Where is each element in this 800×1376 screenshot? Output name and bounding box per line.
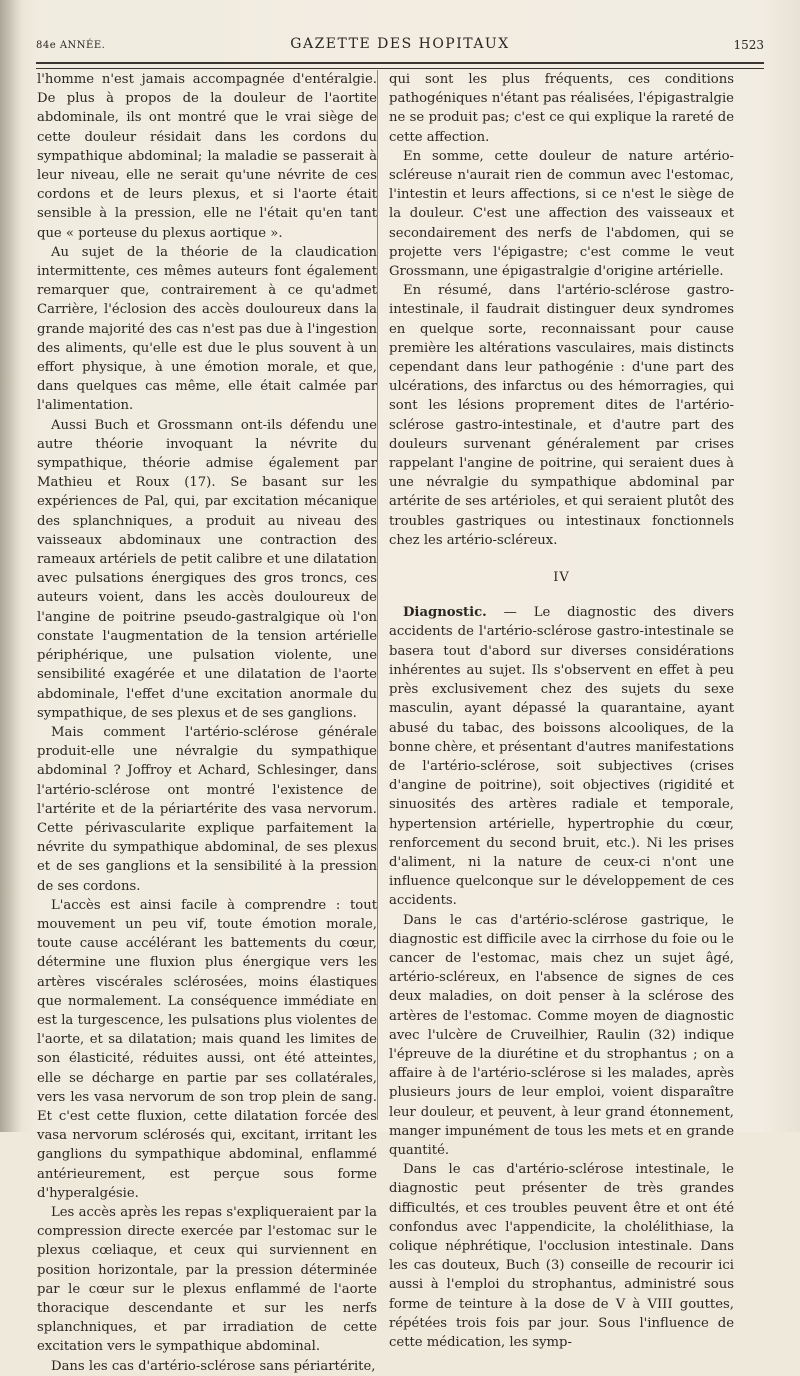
paragraph: Les accès après les repas s'expliqueraient par la compression directe exercée par l'estomac sur le plexus cœliaque, et ceux qui surviennent en position horizontale, par la pression déterminée par le cœur sur le plexus enflammé de l'aorte thoracique descendante et sur les nerfs splanchniques, et par irradiation de cette excitation vers le sympathique abdominal. [37, 1204, 377, 1355]
paragraph: L'accès est ainsi facile à comprendre : tout mouvement un peu vif, toute émotion morale, toute cause accélérant les battements du cœur, détermine une fluxion plus énergique vers les artères viscérales sclérosées, moins élastiques que normalement. La conséquence immédiate en est la turgescence, les pulsations plus violentes de l'aorte, et sa dilatation; mais quand les limites de son élasticité, réduites aussi, ont été atteintes, elle se décharge en partie par ses collatérales, vers les vasa nervorum de son trop plein de sang. Et c'est cette fluxion, cette dilatation forcée des vasa nervorum sclérosés qui, excitant, irritant les ganglions du sympathique abdominal, enflammé antérieurement, est perçue sous forme d'hyperalgésie. [37, 897, 377, 1201]
paragraph: Dans le cas d'artério-sclérose gastrique, le diagnostic est difficile avec la cirrhose du foie ou le cancer de l'estomac, mais chez un sujet âgé, artério-scléreux, en l'absence de signes de ces deux maladies, on doit penser à la sclérose des artères de l'estomac. Comme moyen de diagnostic avec l'ulcère de Cruveilhier, Raulin (32) indique l'épreuve de la diurétine et du strophantus ; on a affaire à de l'artério-sclérose si les malades, après plusieurs jours de leur emploi, voient disparaître leur douleur, et peuvent, à leur grand étonnement, manger impunément de tous les mets et en grande quantité. [389, 912, 734, 1158]
right-column [389, 70, 734, 1352]
diagnostic-lead: Diagnostic. [403, 605, 487, 621]
page-header [36, 36, 764, 56]
paragraph: Dans les cas d'artério-sclérose sans périartérite, [51, 1358, 376, 1374]
paragraph [389, 603, 734, 910]
issue-label: 84e ANNÉE. [36, 40, 106, 51]
binding-shadow [0, 0, 22, 1132]
column-divider [377, 70, 378, 1120]
paragraph: En résumé, dans l'artério-sclérose gastro-intestinale, il faudrait distinguer deux syndromes en quelque sorte, reconnaissant pour cause première les altérations vasculaires, mais distincts cependant dans leur pathogénie : d'une part des ulcérations, des infarctus ou des hémorragies, qui sont les lésions proprement dites de l'artério-sclérose gastro-intestinale, et d'autre part des douleurs survenant généralement par crises rappelant l'angine de poitrine, qui seraient dues à une névralgie du sympathique abdominal par artérite de ses artérioles, et qui seraient plutôt des troubles gastriques ou intestinaux fonctionnels chez les artério-scléreux. [389, 283, 734, 548]
journal-title: GAZETTE DES HOPITAUX [290, 36, 510, 52]
paragraph: l'homme n'est jamais accompagnée d'entéralgie. De plus à propos de la douleur de l'aortite abdominale, ils ont montré que le vrai siège de cette douleur résidait dans les cordons du sympathique abdominal; la maladie se passerait à leur niveau, elle ne serait qu'une névrite de ces cordons et de leurs plexus, et si l'aorte était sensible à la pression, elle ne l'était qu'en tant que « porteuse du plexus aortique ». [37, 72, 377, 241]
paragraph: Au sujet de la théorie de la claudication intermittente, ces mêmes auteurs font également remarquer que, contrairement à ce qu'admet Carrière, l'éclosion des accès douloureux dans la grande majorité des cas n'est pas due à l'ingestion des aliments, qu'elle est due le plus souvent à un effort physique, à une émotion morale, et que, dans quelques cas même, elle était calmée par l'alimentation. [37, 244, 377, 414]
left-column [37, 70, 377, 1376]
paragraph: qui sont les plus fréquents, ces conditions pathogéniques n'étant pas réalisées, l'épigastralgie ne se produit pas; c'est ce qui explique la rareté de cette affection. [389, 72, 734, 145]
paragraph: Mais comment l'artério-sclérose générale produit-elle une névralgie du sympathique abdominal ? Joffroy et Achard, Schlesinger, dans l'artério-sclérose ont montré l'existence de l'artérite et de la périartérite des vasa nervorum. Cette périvascularite explique parfaitement la névrite du sympathique abdominal, de ses plexus et de ses ganglions et la sensibilité à la pression de ses cordons. [37, 724, 377, 894]
paragraph-text: — Le diagnostic des divers accidents de l'artério-sclérose gastro-intestinale se basera tout d'abord sur diverses considérations inhérentes au sujet. Ils s'observent en effet à peu près exclusivement chez des sujets du sexe masculin, ayant dépassé la quarantaine, ayant abusé du tabac, des boissons alcooliques, de la bonne chère, et présentant d'autres manifestations de l'artério-sclérose, soit subjectives (crises d'angine de poitrine), soit objectives (rigidité et sinuosités des artères radiale et temporale, hypertension artérielle, hypertrophie du cœur, renforcement du second bruit, etc.). Ni les prises d'aliment, ni la nature de ceux-ci n'ont une influence quelconque sur le développement de ces accidents. [389, 605, 734, 909]
section-heading: IV [553, 570, 570, 586]
paragraph: Aussi Buch et Grossmann ont-ils défendu une autre théorie invoquant la névrite du sympathique, théorie admise également par Mathieu et Roux (17). Se basant sur les expériences de Pal, qui, par excitation mécanique des splanchniques, a produit au niveau des vaisseaux abdominaux une contraction des rameaux artériels de petit calibre et une dilatation avec pulsations énergiques des gros troncs, ces auteurs voient, dans les accès douloureux de l'angine de poitrine pseudo-gastralgique où l'on constate l'augmentation de la tension artérielle périphérique, une pulsation violente, une sensibilité exagérée et une dilatation de l'aorte abdominale, l'effet d'une excitation anormale du sympathique, de ses plexus et de ses ganglions. [37, 417, 377, 721]
paragraph: En somme, cette douleur de nature artério-scléreuse n'aurait rien de commun avec l'estomac, l'intestin et leurs affections, si ce n'est le siège de la douleur. C'est une affection des vaisseaux et secondairement des nerfs de l'abdomen, qui se projette vers l'épigastre; c'est comme le veut Grossmann, une épigastralgie d'origine artérielle. [389, 148, 734, 280]
paragraph: Dans le cas d'artério-sclérose intestinale, le diagnostic peut présenter de très grandes difficultés, et ces troubles peuvent être et ont été confondus avec l'appendicite, la cholélithiase, la colique néphrétique, l'occlusion intestinale. Dans les cas douteux, Buch (3) conseille de recourir ici aussi à l'emploi du strophantus, administré sous forme de teinture à la dose de V à VIII gouttes, répétées trois fois par jour. Sous l'influence de cette médication, les symp- [389, 1162, 734, 1350]
header-rule [36, 62, 764, 69]
page-number: 1523 [733, 38, 764, 52]
